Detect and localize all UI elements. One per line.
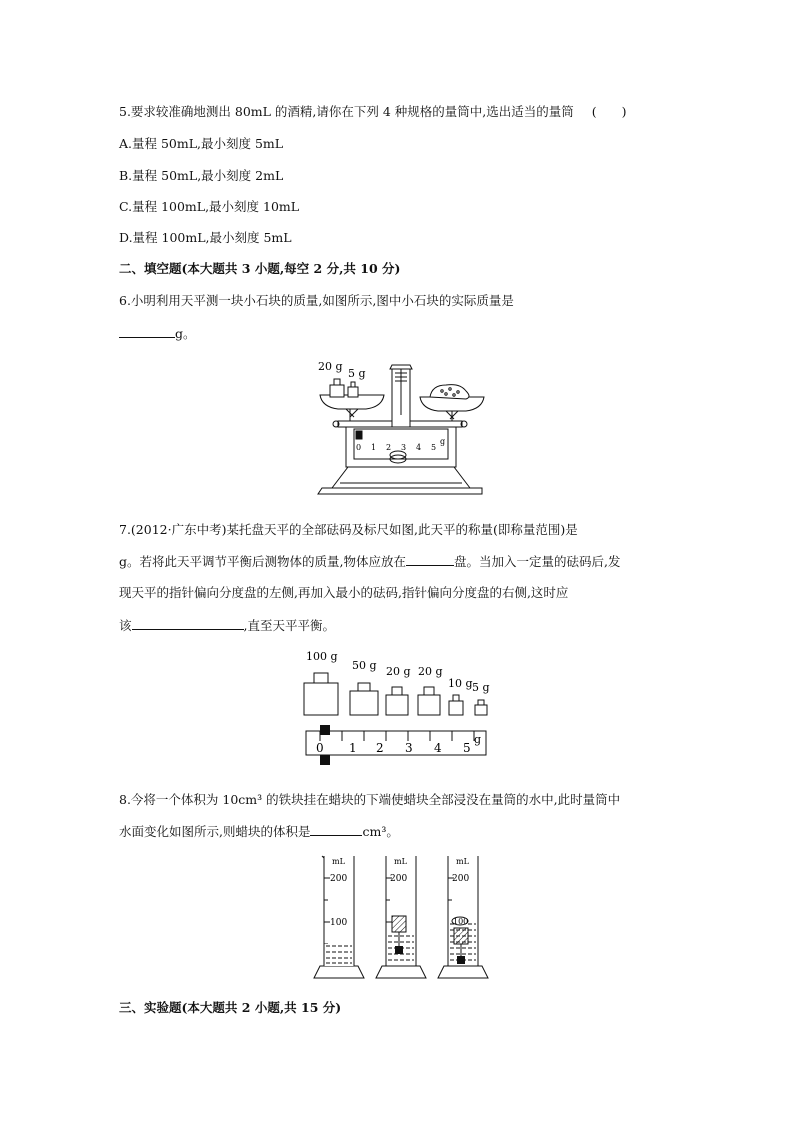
- section-2-title: 二、填空题(本大题共 3 小题,每空 2 分,共 10 分): [119, 261, 401, 276]
- ruler-tick-0: 0: [316, 741, 324, 755]
- q7-line-3: 现天平的指针偏向分度盘的左侧,再加入最小的砝码,指针偏向分度盘的右侧,这时应: [119, 585, 569, 600]
- balance-tick-1: 1: [371, 443, 377, 452]
- q7-line-4: [119, 617, 335, 634]
- balance-tick-3: 3: [401, 443, 407, 452]
- q6-stem: 6.小明利用天平测一块小石块的质量,如图所示,图中小石块的实际质量是: [119, 293, 514, 308]
- ruler-tick-4: 4: [434, 741, 442, 755]
- q6-unit: g。: [175, 326, 196, 341]
- cylinders-figure: [310, 852, 492, 982]
- weight-label-5g: 5 g: [472, 681, 490, 694]
- q7-line-2: [119, 553, 620, 570]
- q7-line-4a: 该: [119, 618, 132, 633]
- q5-option-c: C.量程 100mL,最小刻度 10mL: [119, 199, 300, 214]
- ruler-unit: g: [474, 733, 482, 746]
- cylinder-3-label-100: 100: [453, 917, 469, 926]
- q7-line-1: 7.(2012·广东中考)某托盘天平的全部砝码及标尺如图,此天平的称量(即称量范围)是: [119, 522, 578, 537]
- q7-line-2a: g。若将此天平调节平衡后测物体的质量,物体应放在: [119, 554, 406, 569]
- balance-scale-ticks: [356, 437, 445, 452]
- cylinder-1: [314, 856, 364, 978]
- cylinder-2-label-200: 200: [390, 874, 408, 884]
- weight-label-100g: 100 g: [306, 650, 338, 663]
- q8-line-2b: cm³。: [362, 824, 399, 839]
- q5-option-a: A.量程 50mL,最小刻度 5mL: [119, 136, 284, 151]
- cylinder-1-label-200: 200: [330, 874, 348, 884]
- weight-label-50g: 50 g: [352, 659, 377, 672]
- balance-tick-2: 2: [386, 443, 392, 452]
- weights-ruler-figure: [298, 645, 494, 771]
- q6-answer-blank[interactable]: [119, 325, 175, 338]
- q5-answer-bracket: ( ): [591, 104, 627, 119]
- balance-tick-unit: g: [440, 437, 446, 446]
- cylinder-2: [376, 856, 426, 978]
- q8-line-2: [119, 823, 399, 840]
- cylinder-3-label-200: 200: [452, 874, 470, 884]
- balance-tick-4: 4: [416, 443, 422, 452]
- cylinder-1-label-100: 100: [330, 918, 348, 928]
- q5-option-d: D.量程 100mL,最小刻度 5mL: [119, 230, 292, 245]
- q5-option-b: B.量程 50mL,最小刻度 2mL: [119, 168, 284, 183]
- q7-pan-blank[interactable]: [406, 553, 454, 566]
- ruler-tick-2: 2: [376, 741, 384, 755]
- q7-line-4b: ,直至天平平衡。: [243, 618, 335, 633]
- q8-line-1: 8.今将一个体积为 10cm³ 的铁块挂在蜡块的下端使蜡块全部浸没在量筒的水中,此时量筒中: [119, 792, 621, 807]
- balance-figure: [310, 355, 490, 497]
- ruler-tick-5: 5: [463, 741, 471, 755]
- weight-label-20g-a: 20 g: [386, 665, 411, 678]
- cylinder-3-unit: mL: [456, 857, 469, 866]
- ruler-rider-top: [320, 725, 330, 735]
- cylinder-2-unit: mL: [394, 857, 407, 866]
- q6-answer-line: [119, 325, 196, 342]
- q7-action-blank[interactable]: [132, 617, 244, 630]
- section-3-title: 三、实验题(本大题共 2 小题,共 15 分): [119, 1000, 342, 1015]
- balance-tick-0: 0: [356, 443, 362, 452]
- q8-line-2a: 水面变化如图所示,则蜡块的体积是: [119, 824, 311, 839]
- ruler-rider-bottom: [320, 755, 330, 765]
- cylinder-3: [438, 856, 488, 978]
- balance-tick-5: 5: [431, 443, 437, 452]
- balance-weight-5g-label: 5 g: [348, 367, 366, 380]
- balance-weight-20g-label: 20 g: [318, 360, 343, 373]
- weight-label-20g-b: 20 g: [418, 665, 443, 678]
- q5-stem-text: 5.要求较准确地测出 80mL 的酒精,请你在下列 4 种规格的量筒中,选出适当的量筒: [119, 104, 574, 119]
- weight-label-10g: 10 g: [448, 677, 473, 690]
- ruler-tick-3: 3: [405, 741, 413, 755]
- q5-stem: [119, 104, 627, 120]
- ruler-tick-1: 1: [349, 741, 357, 755]
- q7-line-2b: 盘。当加入一定量的砝码后,发: [453, 554, 621, 569]
- cylinder-1-unit: mL: [332, 857, 345, 866]
- q8-answer-blank[interactable]: [310, 823, 362, 836]
